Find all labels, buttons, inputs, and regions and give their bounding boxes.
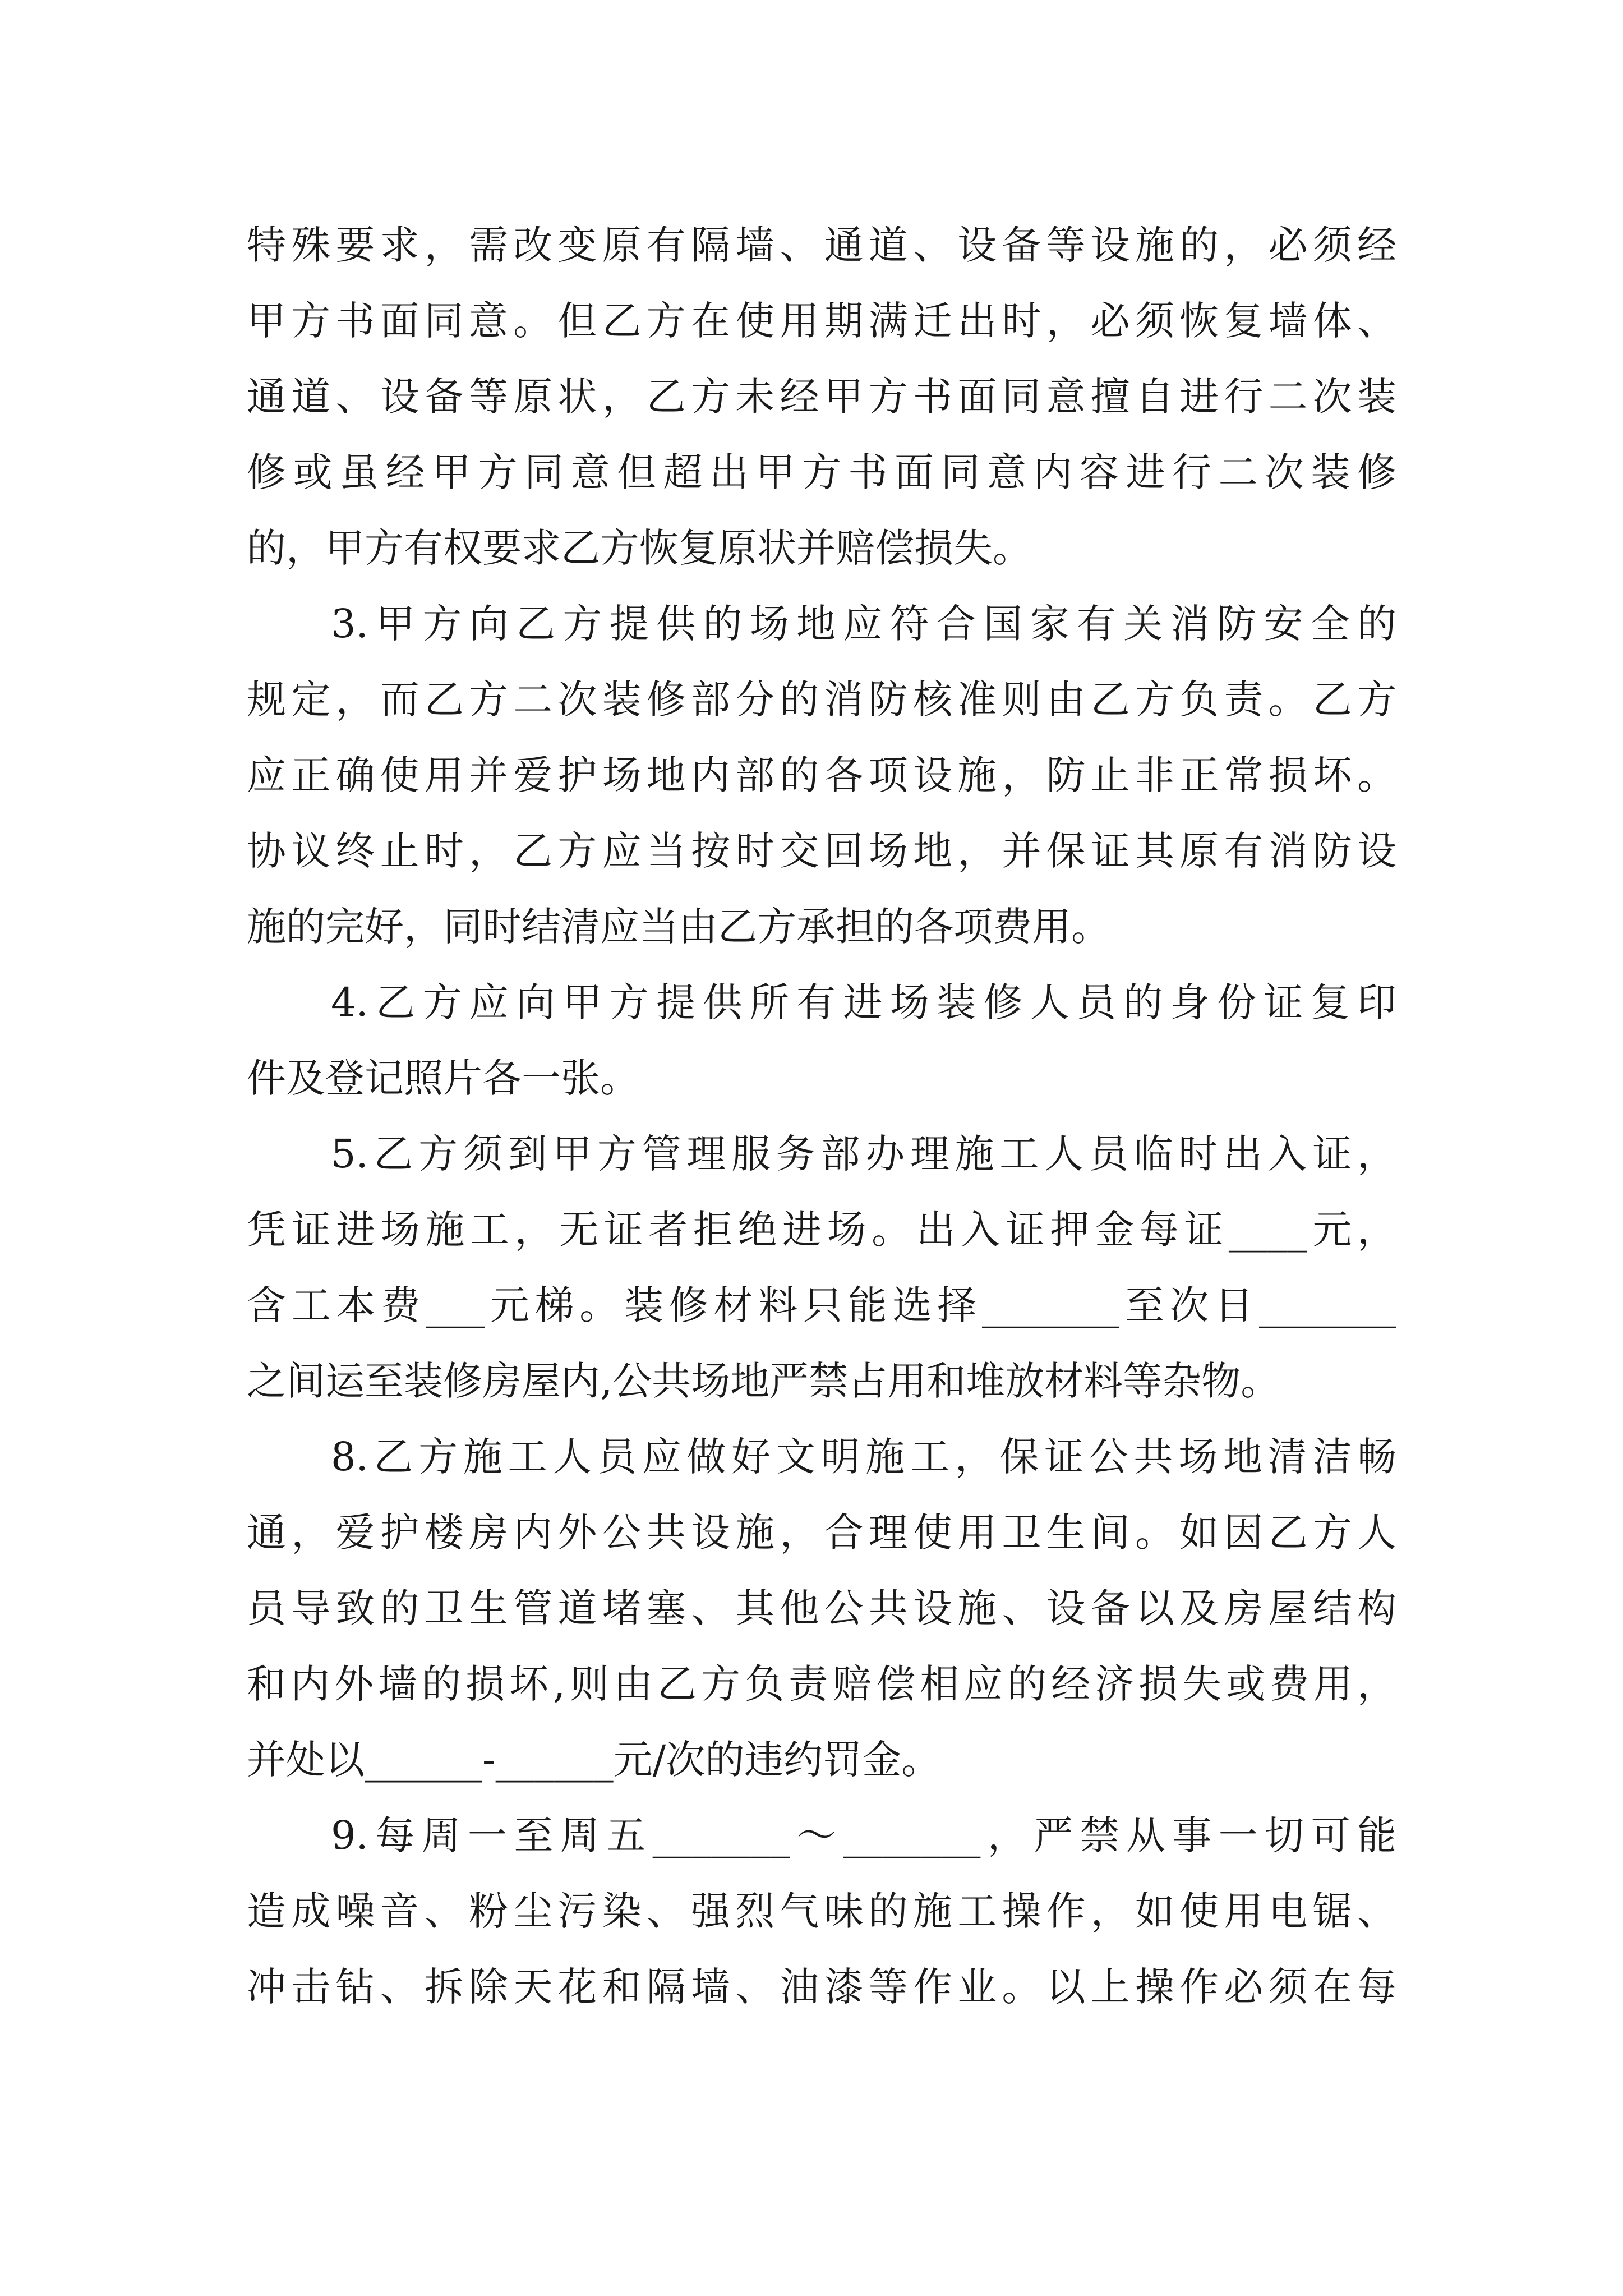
text-line: 通，爱护楼房内外公共设施，合理使用卫生间。如因乙方人 (247, 1510, 1396, 1556)
text-line: 员导致的卫生管道堵塞、其他公共设施、设备以及房屋结构 (247, 1585, 1396, 1631)
text-line: 之间运至装修房屋内,公共场地严禁占用和堆放材料等杂物。 (247, 1358, 1280, 1404)
text-line: 规定，而乙方二次装修部分的消防核准则由乙方负责。乙方 (247, 677, 1396, 723)
text-line: 含工本费___元梯。装修材料只能选择_______至次日_______ (247, 1282, 1396, 1328)
text-line: 冲击钻、拆除天花和隔墙、油漆等作业。以上操作必须在每 (247, 1964, 1396, 2010)
text-line: 5.乙方须到甲方管理服务部办理施工人员临时出入证， (331, 1131, 1396, 1177)
text-line: 并处以______-______元/次的违约罚金。 (247, 1737, 941, 1783)
text-line: 应正确使用并爱护场地内部的各项设施，防止非正常损坏。 (247, 752, 1396, 798)
text-line: 修或虽经甲方同意但超出甲方书面同意内容进行二次装修 (247, 449, 1396, 495)
text-line: 3.甲方向乙方提供的场地应符合国家有关消防安全的 (331, 601, 1396, 647)
text-line: 通道、设备等原状，乙方未经甲方书面同意擅自进行二次装 (247, 374, 1396, 420)
text-line: 的，甲方有权要求乙方恢复原状并赔偿损失。 (247, 525, 1032, 571)
text-line: 凭证进场施工，无证者拒绝进场。出入证押金每证____元， (247, 1207, 1396, 1253)
text-line: 造成噪音、粉尘污染、强烈气味的施工操作，如使用电锯、 (247, 1888, 1396, 1934)
text-line: 和内外墙的损坏,则由乙方负责赔偿相应的经济损失或费用， (247, 1661, 1396, 1707)
text-line: 特殊要求，需改变原有隔墙、通道、设备等设施的，必须经 (247, 222, 1396, 268)
text-line: 4.乙方应向甲方提供所有进场装修人员的身份证复印 (331, 979, 1396, 1025)
document-body (247, 208, 1396, 2025)
text-line: 协议终止时，乙方应当按时交回场地，并保证其原有消防设 (247, 828, 1396, 874)
text-line: 件及登记照片各一张。 (247, 1055, 639, 1101)
text-line: 9.每周一至周五_______～_______，严禁从事一切可能 (331, 1812, 1396, 1858)
text-line: 8.乙方施工人员应做好文明施工，保证公共场地清洁畅 (331, 1434, 1396, 1480)
text-line: 甲方书面同意。但乙方在使用期满迁出时，必须恢复墙体、 (247, 298, 1396, 344)
text-line: 施的完好，同时结清应当由乙方承担的各项费用。 (247, 904, 1110, 950)
